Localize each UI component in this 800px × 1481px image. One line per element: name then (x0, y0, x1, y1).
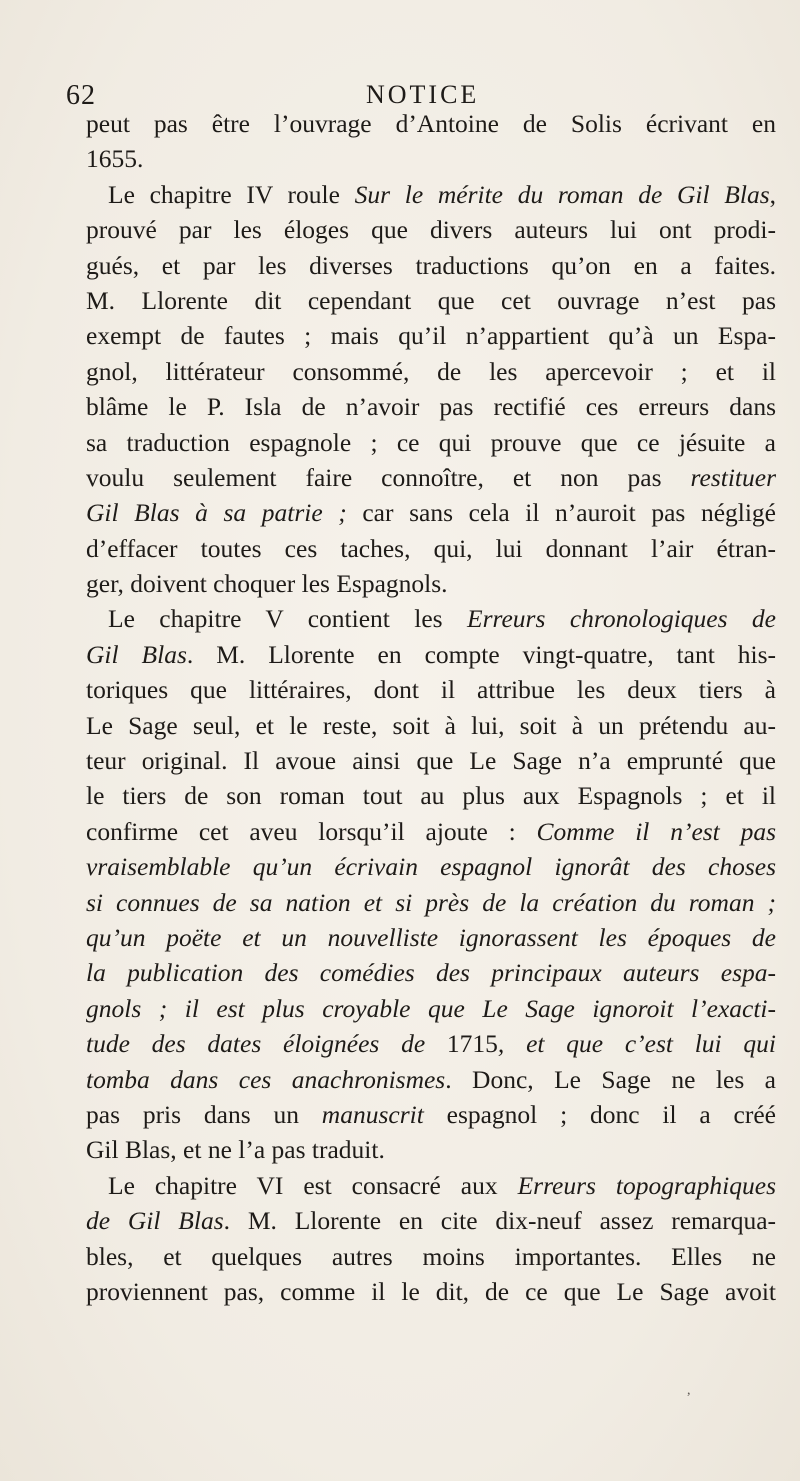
text-line (86, 920, 776, 955)
text-line (86, 1026, 776, 1061)
text-line (86, 495, 776, 530)
italic-text-segment: vraisemblable qu’un écrivain espagnol ignorât des choses (86, 852, 776, 882)
text-line (86, 354, 776, 389)
text-line (86, 425, 776, 460)
text-segment: . M. Llorente en compte vingt-quatre, tant his- (186, 639, 776, 669)
text-segment: d’effacer toutes ces taches, qui, lui donnant l’air étran- (86, 533, 776, 563)
text-segment: teur original. Il avoue ainsi que Le Sage n’a emprunté que (86, 746, 776, 776)
italic-text-segment: tomba dans ces anachronismes (86, 1064, 446, 1094)
italic-text-segment: Erreurs topographiques (517, 1170, 776, 1200)
text-segment: . M. Llorente en cite dix-neuf assez remarqua- (223, 1206, 776, 1236)
text-line (86, 141, 776, 176)
text-segment: le tiers de son roman tout au plus aux Espagnols ; et il (86, 781, 776, 811)
text-segment: blâme le P. Isla de n’avoir pas rectifié ces erreurs dans (86, 392, 776, 422)
text-line (86, 1168, 776, 1203)
text-segment: prouvé par les éloges que divers auteurs lui ont prodi- (86, 215, 776, 245)
text-line (86, 1274, 776, 1309)
text-line (86, 106, 776, 141)
text-segment: gnol, littérateur consommé, de les apercevoir ; et il (86, 356, 776, 386)
text-segment: espagnol ; donc il a créé (423, 1099, 776, 1129)
text-line (86, 212, 776, 247)
text-segment: Le chapitre VI est consacré aux (108, 1170, 518, 1200)
text-segment: bles, et quelques autres moins importantes. Elles ne (86, 1241, 776, 1271)
italic-text-segment: tude des dates éloignées de (86, 1029, 447, 1059)
italic-text-segment: Sur le mérite du roman de Gil Blas (354, 179, 770, 209)
text-segment: confirme cet aveu lorsqu’il ajoute : (86, 816, 537, 846)
text-line (86, 849, 776, 884)
page-number: 62 (66, 80, 96, 111)
text-segment: toriques que littéraires, dont il attribue les deux tiers à (86, 675, 776, 705)
text-line (86, 460, 776, 495)
text-line (86, 778, 776, 813)
body-text (86, 106, 776, 1309)
text-line (86, 1203, 776, 1238)
italic-text-segment: gnols ; il est plus croyable que Le Sage ignoroit l’exacti- (86, 993, 776, 1023)
text-segment: Le chapitre V contient les (108, 604, 468, 634)
text-line (86, 814, 776, 849)
text-line (86, 885, 776, 920)
text-line (86, 1097, 776, 1132)
text-segment: ger, doivent choquer les Espagnols. (86, 569, 448, 599)
text-segment: 1655. (86, 144, 144, 174)
text-line (86, 955, 776, 990)
italic-text-segment: si connues de sa nation et si près de la création du roman ; (86, 887, 776, 917)
text-segment: pas pris dans un (86, 1099, 322, 1129)
text-line (86, 601, 776, 636)
text-line (86, 1239, 776, 1274)
text-segment: proviennent pas, comme il le dit, de ce que Le Sage avoit (86, 1276, 776, 1306)
text-line (86, 389, 776, 424)
text-line (86, 743, 776, 778)
text-segment: , (769, 179, 776, 209)
text-line (86, 1132, 776, 1167)
text-segment: . Donc, Le Sage ne les a (445, 1064, 776, 1094)
text-segment: gués, et par les diverses traductions qu’on en a faites. (86, 250, 776, 280)
text-segment: 1715 (446, 1029, 498, 1059)
italic-text-segment: restituer (690, 462, 776, 492)
text-segment: sa traduction espagnole ; ce qui prouve que ce jésuite a (86, 427, 776, 457)
running-head: NOTICE (366, 80, 480, 109)
italic-text-segment: Gil Blas à sa patrie ; (86, 498, 347, 528)
text-line (86, 177, 776, 212)
stray-mark: , (687, 1383, 691, 1398)
text-segment: Le Sage seul, et le reste, soit à lui, soit à un prétendu au- (86, 710, 776, 740)
text-line (86, 708, 776, 743)
text-line (86, 672, 776, 707)
italic-text-segment: Gil Blas (86, 639, 187, 669)
italic-text-segment: , et que c’est lui qui (497, 1029, 776, 1059)
text-segment: peut pas être l’ouvrage d’Antoine de Solis écrivant en (86, 109, 776, 138)
text-line (86, 566, 776, 601)
italic-text-segment: la publication des comédies des principaux auteurs espa- (86, 958, 776, 988)
text-line (86, 1062, 776, 1097)
text-line (86, 637, 776, 672)
text-segment: Gil Blas, et ne l’a pas traduit. (86, 1135, 385, 1165)
italic-text-segment: Erreurs chronologiques de (467, 604, 776, 634)
text-segment: Le chapitre IV roule (108, 179, 355, 209)
text-segment: car sans cela il n’auroit pas négligé (346, 498, 776, 528)
text-line (86, 283, 776, 318)
text-segment: exempt de fautes ; mais qu’il n’appartient qu’à un Espa- (86, 321, 776, 351)
text-line (86, 318, 776, 353)
text-line (86, 248, 776, 283)
italic-text-segment: Comme il n’est pas (536, 816, 776, 846)
text-line (86, 991, 776, 1026)
italic-text-segment: de Gil Blas (86, 1206, 224, 1236)
text-segment: voulu seulement faire connoître, et non pas (86, 462, 691, 492)
text-line (86, 531, 776, 566)
italic-text-segment: qu’un poëte et un nouvelliste ignorassent les époques de (86, 922, 776, 952)
text-segment: M. Llorente dit cependant que cet ouvrage n’est pas (86, 285, 776, 315)
italic-text-segment: manuscrit (321, 1099, 424, 1129)
